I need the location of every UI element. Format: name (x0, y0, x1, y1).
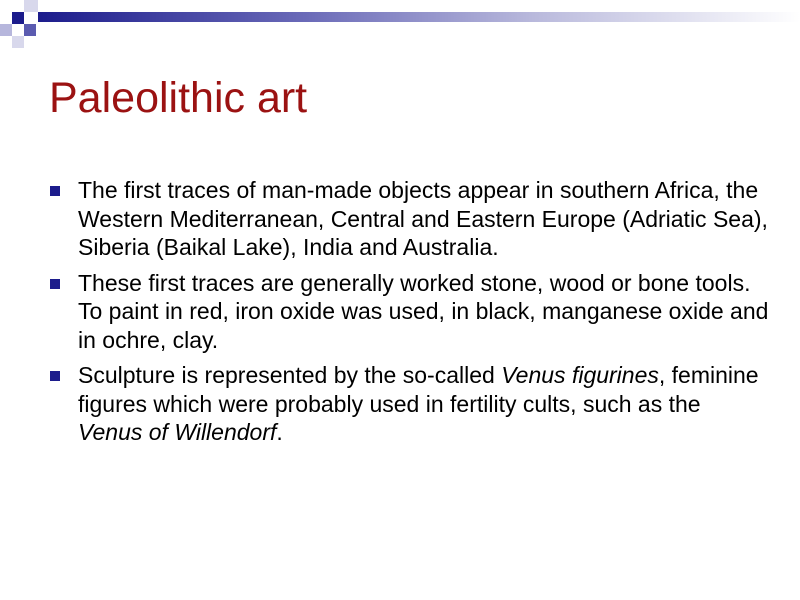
bullet-text (78, 269, 769, 355)
square-bullet-icon (50, 186, 60, 196)
text-segment: These first traces are generally worked stone, wood or bone tools. To paint in red, iron oxide was used, in black, manganese oxide and in ochre, clay. (78, 269, 769, 353)
corner-square (24, 24, 36, 36)
corner-square (12, 12, 24, 24)
text-segment: , feminine figures which were probably used in fertility cults, such as the (78, 362, 759, 417)
bullet-text (78, 176, 769, 262)
bullet-item (49, 269, 769, 355)
bullet-text (78, 361, 769, 447)
italic-text: Venus of Willendorf (78, 419, 277, 445)
text-segment: . (276, 419, 283, 445)
square-bullet-icon (50, 279, 60, 289)
bullet-item (49, 361, 769, 447)
bullet-list (49, 176, 769, 454)
square-bullet-icon (50, 371, 60, 381)
text-segment: The first traces of man-made objects appear in southern Africa, the Western Mediterranean, Central and Eastern Europe (Adriatic Sea), Siberia (Baikal Lake), India and Australia. (78, 177, 768, 260)
slide-title: Paleolithic art (49, 74, 308, 122)
header-gradient-bar (38, 12, 800, 22)
italic-text: Venus figurines (501, 362, 659, 388)
corner-square (0, 24, 12, 36)
text-segment: Sculpture is represented by the so-called (78, 362, 502, 388)
bullet-item (49, 176, 769, 262)
corner-square (12, 36, 24, 48)
corner-square (24, 0, 38, 12)
